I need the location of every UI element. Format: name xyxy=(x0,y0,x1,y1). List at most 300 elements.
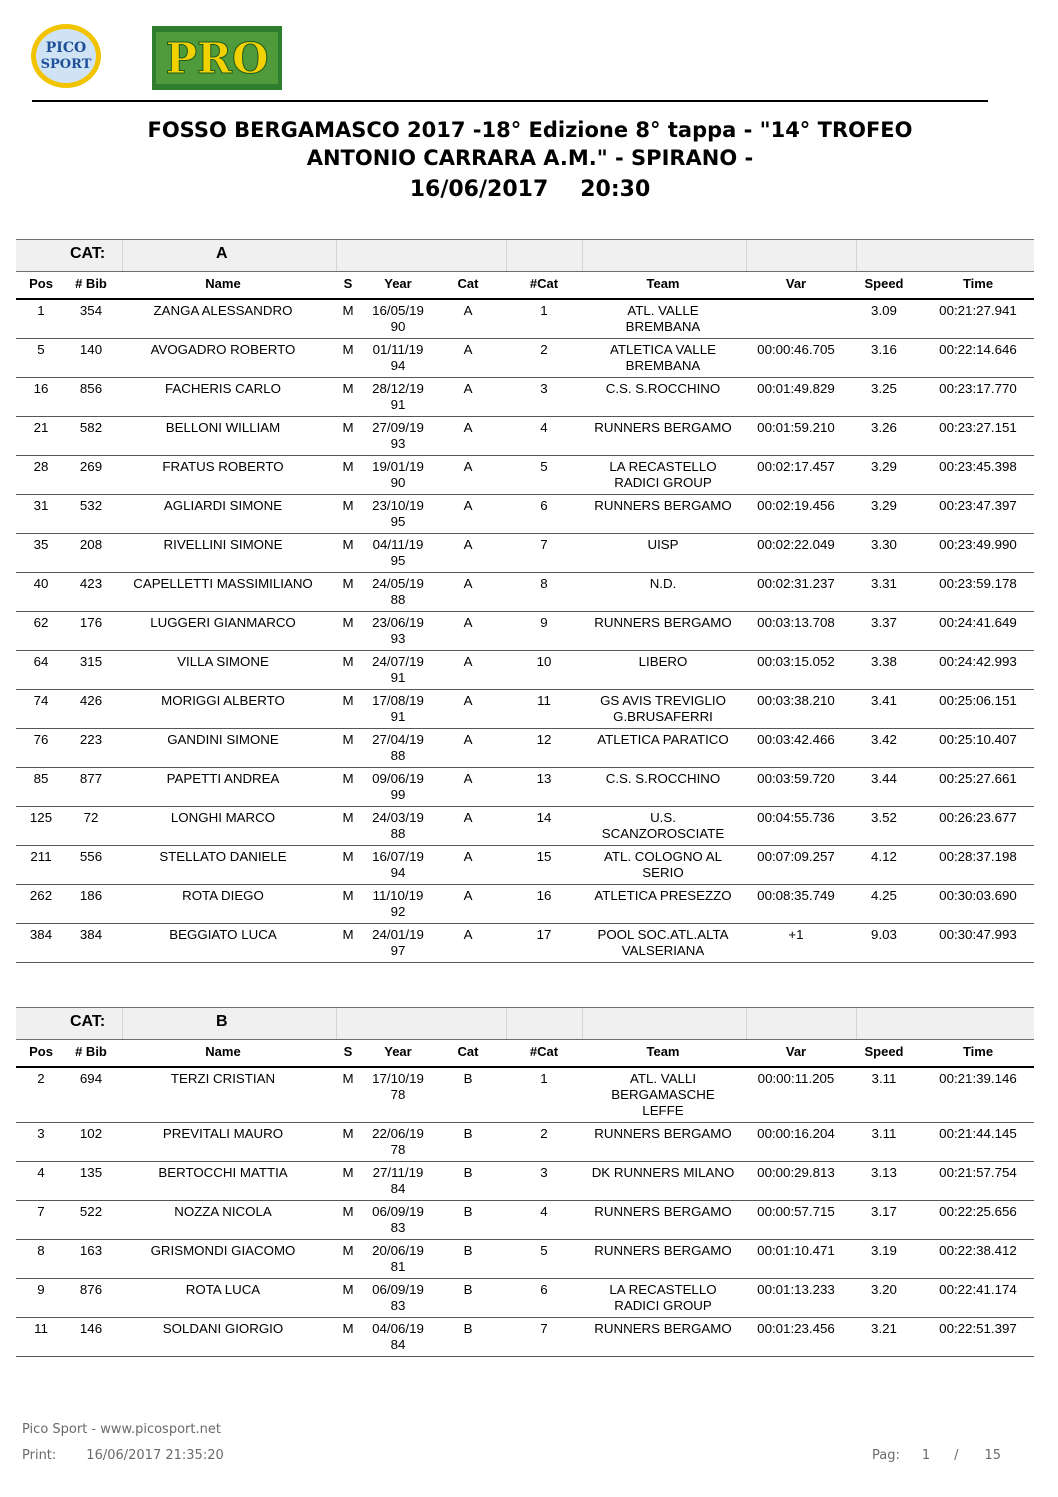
title-line-1: FOSSO BERGAMASCO 2017 -18° Edizione 8° tappa - "14° TROFEO xyxy=(147,118,913,142)
table-row xyxy=(16,612,1034,651)
cell-s: M xyxy=(342,576,354,591)
cell-cat: A xyxy=(463,927,473,942)
cell-team-line: RUNNERS BERGAMO xyxy=(594,615,732,630)
cell-cat: A xyxy=(463,576,473,591)
cell-year xyxy=(368,615,428,647)
cell-year-line: 91 xyxy=(390,670,406,685)
cell-year-line: 23/10/19 xyxy=(372,498,424,513)
svg-text:PICO: PICO xyxy=(45,40,87,56)
cell-team-line: LIBERO xyxy=(638,654,688,669)
cell-pos: 31 xyxy=(33,498,49,513)
footer-print xyxy=(22,1448,224,1463)
cell-team xyxy=(582,1071,744,1119)
cell-speed: 3.20 xyxy=(871,1282,897,1297)
cell-cat: B xyxy=(463,1204,473,1219)
cell-year-line: 20/06/19 xyxy=(372,1243,424,1258)
cell-year-line: 09/06/19 xyxy=(372,771,424,786)
cell-bib: 269 xyxy=(79,459,103,474)
print-label: Print: xyxy=(22,1448,57,1463)
cell-cat: A xyxy=(463,693,473,708)
cell-ncat: 15 xyxy=(536,849,552,864)
cell-team-line: BREMBANA xyxy=(625,358,701,373)
column-header-speed: Speed xyxy=(864,1044,904,1059)
event-date: 16/06/2017 xyxy=(409,177,549,202)
category-header xyxy=(16,239,1034,272)
cell-var: 00:00:46.705 xyxy=(757,342,835,357)
cell-ncat: 6 xyxy=(540,1282,548,1297)
cell-ncat: 7 xyxy=(540,1321,548,1336)
page-indicator xyxy=(872,1448,1001,1463)
cell-bib: 223 xyxy=(79,732,103,747)
category-header-divider xyxy=(746,240,747,271)
column-header-var: Var xyxy=(785,1044,807,1059)
cell-speed: 3.31 xyxy=(871,576,897,591)
cell-var: 00:00:57.715 xyxy=(757,1204,835,1219)
cell-cat: A xyxy=(463,771,473,786)
cell-ncat: 6 xyxy=(540,498,548,513)
cell-s: M xyxy=(342,615,354,630)
cell-team xyxy=(582,303,744,335)
cell-team-line: C.S. S.ROCCHINO xyxy=(605,381,721,396)
column-header-pos: Pos xyxy=(29,276,53,291)
table-row xyxy=(16,1123,1034,1162)
cell-pos: 76 xyxy=(33,732,49,747)
cell-team-line: GS AVIS TREVIGLIO xyxy=(600,693,726,708)
cell-bib: 556 xyxy=(79,849,103,864)
cell-team-line: RUNNERS BERGAMO xyxy=(594,1204,732,1219)
cell-name: PREVITALI MAURO xyxy=(162,1126,284,1141)
cell-team-line: U.S. xyxy=(650,810,676,825)
cell-pos: 3 xyxy=(37,1126,45,1141)
cell-speed: 3.17 xyxy=(871,1204,897,1219)
cell-time: 00:30:03.690 xyxy=(939,888,1017,903)
cell-s: M xyxy=(342,498,354,513)
cell-s: M xyxy=(342,849,354,864)
cell-s: M xyxy=(342,381,354,396)
cell-pos: 74 xyxy=(33,693,49,708)
cell-year-line: 95 xyxy=(390,514,406,529)
cell-team-line: LEFFE xyxy=(642,1103,684,1118)
cell-ncat: 14 xyxy=(536,810,552,825)
cell-year xyxy=(368,1321,428,1353)
table-row xyxy=(16,534,1034,573)
cell-year-line: 90 xyxy=(390,475,406,490)
cell-ncat: 1 xyxy=(540,303,548,318)
footer-site: Pico Sport - www.picosport.net xyxy=(22,1422,221,1437)
cell-speed: 3.16 xyxy=(871,342,897,357)
cell-ncat: 10 xyxy=(536,654,552,669)
cell-s: M xyxy=(342,1126,354,1141)
cell-pos: 384 xyxy=(29,927,53,942)
cell-team-line: LA RECASTELLO xyxy=(609,459,717,474)
cell-team xyxy=(582,654,744,670)
column-header-pos: Pos xyxy=(29,1044,53,1059)
title-line-2: ANTONIO CARRARA A.M." - SPIRANO - xyxy=(306,146,754,170)
cell-year xyxy=(368,849,428,881)
cell-var: 00:07:09.257 xyxy=(757,849,835,864)
cell-team xyxy=(582,1204,744,1220)
cell-year-line: 88 xyxy=(390,748,406,763)
cell-year xyxy=(368,576,428,608)
cell-name: CAPELLETTI MASSIMILIANO xyxy=(133,576,313,591)
column-header-team: Team xyxy=(646,1044,680,1059)
cell-year-line: 11/10/19 xyxy=(372,888,424,903)
column-header-speed: Speed xyxy=(864,276,904,291)
column-header-bib: # Bib xyxy=(75,1044,107,1059)
cell-cat: A xyxy=(463,537,473,552)
cell-team-line: RUNNERS BERGAMO xyxy=(594,498,732,513)
cell-year xyxy=(368,1165,428,1197)
cell-s: M xyxy=(342,810,354,825)
cell-team-line: C.S. S.ROCCHINO xyxy=(605,771,721,786)
cell-year-line: 88 xyxy=(390,592,406,607)
table-row xyxy=(16,768,1034,807)
cell-year xyxy=(368,888,428,920)
column-header-ncat: #Cat xyxy=(529,276,559,291)
cell-team xyxy=(582,459,744,491)
cell-cat: A xyxy=(463,732,473,747)
cell-bib: 146 xyxy=(79,1321,103,1336)
cell-name: BERTOCCHI MATTIA xyxy=(158,1165,288,1180)
table-row xyxy=(16,1162,1034,1201)
cell-pos: 262 xyxy=(29,888,53,903)
cell-year-line: 24/03/19 xyxy=(372,810,424,825)
table-header xyxy=(16,1040,1034,1068)
cell-ncat: 9 xyxy=(540,615,548,630)
table-row xyxy=(16,729,1034,768)
cell-year-line: 04/06/19 xyxy=(372,1321,424,1336)
cell-s: M xyxy=(342,420,354,435)
cell-pos: 28 xyxy=(33,459,49,474)
table-row xyxy=(16,1068,1034,1123)
cell-bib: 135 xyxy=(79,1165,103,1180)
column-header-name: Name xyxy=(205,276,241,291)
cell-ncat: 4 xyxy=(540,420,548,435)
cell-year xyxy=(368,927,428,959)
cell-cat: B xyxy=(463,1071,473,1086)
cell-time: 00:22:25.656 xyxy=(939,1204,1017,1219)
cell-team xyxy=(582,1243,744,1259)
cell-year xyxy=(368,537,428,569)
cell-bib: 582 xyxy=(79,420,103,435)
cell-s: M xyxy=(342,654,354,669)
cell-name: FACHERIS CARLO xyxy=(164,381,281,396)
cell-year-line: 24/05/19 xyxy=(372,576,424,591)
category-value: A xyxy=(216,245,228,262)
table-row xyxy=(16,417,1034,456)
header-divider xyxy=(32,100,988,102)
cell-year-line: 19/01/19 xyxy=(372,459,424,474)
cell-s: M xyxy=(342,1282,354,1297)
cell-bib: 208 xyxy=(79,537,103,552)
cell-pos: 85 xyxy=(33,771,49,786)
table-row xyxy=(16,924,1034,963)
cell-ncat: 3 xyxy=(540,1165,548,1180)
cell-team xyxy=(582,927,744,959)
category-header-divider xyxy=(856,240,857,271)
category-header-divider xyxy=(582,240,583,271)
column-header-ncat: #Cat xyxy=(529,1044,559,1059)
column-header-s: S xyxy=(343,1044,353,1059)
cell-var: 00:03:38.210 xyxy=(757,693,835,708)
cell-year-line: 22/06/19 xyxy=(372,1126,424,1141)
cell-speed: 3.44 xyxy=(871,771,897,786)
cell-cat: A xyxy=(463,381,473,396)
cell-time: 00:21:57.754 xyxy=(939,1165,1017,1180)
cell-year-line: 83 xyxy=(390,1220,406,1235)
cell-year-line: 78 xyxy=(390,1142,406,1157)
table-row xyxy=(16,1240,1034,1279)
cell-pos: 2 xyxy=(37,1071,45,1086)
cell-year-line: 16/07/19 xyxy=(372,849,424,864)
cell-var: 00:01:59.210 xyxy=(757,420,835,435)
category-header-divider xyxy=(506,1008,507,1039)
cell-year-line: 27/04/19 xyxy=(372,732,424,747)
cell-speed: 3.21 xyxy=(871,1321,897,1336)
cell-speed: 3.37 xyxy=(871,615,897,630)
cell-time: 00:21:44.145 xyxy=(939,1126,1017,1141)
cell-pos: 211 xyxy=(30,849,52,864)
cell-team xyxy=(582,1126,744,1142)
cell-year-line: 17/08/19 xyxy=(372,693,424,708)
category-table xyxy=(16,1007,1034,1357)
cell-bib: 102 xyxy=(79,1126,103,1141)
cell-year-line: 24/07/19 xyxy=(372,654,424,669)
cell-cat: A xyxy=(463,888,473,903)
cell-team-line: ATLETICA PARATICO xyxy=(597,732,729,747)
cell-bib: 186 xyxy=(79,888,103,903)
cell-time: 00:21:39.146 xyxy=(939,1071,1017,1086)
cell-cat: A xyxy=(463,498,473,513)
table-row xyxy=(16,807,1034,846)
cell-time: 00:23:47.397 xyxy=(939,498,1017,513)
column-header-cat: Cat xyxy=(457,1044,479,1059)
cell-name: ROTA DIEGO xyxy=(182,888,264,903)
cell-team-line: RUNNERS BERGAMO xyxy=(594,420,732,435)
cell-var: 00:02:22.049 xyxy=(757,537,835,552)
cell-bib: 140 xyxy=(79,342,103,357)
cell-cat: A xyxy=(463,342,473,357)
cell-speed: 3.13 xyxy=(871,1165,897,1180)
category-value: B xyxy=(216,1013,228,1030)
cell-var: 00:00:16.204 xyxy=(757,1126,835,1141)
column-header-team: Team xyxy=(646,276,680,291)
cell-pos: 40 xyxy=(33,576,49,591)
cell-team-line: ATL. VALLE xyxy=(627,303,699,318)
cell-var: 00:04:55.736 xyxy=(757,810,835,825)
cell-pos: 9 xyxy=(37,1282,45,1297)
cell-time: 00:22:14.646 xyxy=(939,342,1017,357)
cell-s: M xyxy=(342,1321,354,1336)
cell-year xyxy=(368,459,428,491)
cell-team-line: BERGAMASCHE xyxy=(611,1087,715,1102)
cell-team xyxy=(582,732,744,748)
cell-speed: 3.41 xyxy=(871,693,897,708)
cell-name: ZANGA ALESSANDRO xyxy=(153,303,293,318)
cell-year-line: 16/05/19 xyxy=(372,303,424,318)
column-header-bib: # Bib xyxy=(75,276,107,291)
cell-pos: 62 xyxy=(33,615,49,630)
cell-year xyxy=(368,654,428,686)
cell-speed: 3.30 xyxy=(871,537,897,552)
cell-team xyxy=(582,888,744,904)
cell-pos: 4 xyxy=(37,1165,45,1180)
cell-name: STELLATO DANIELE xyxy=(159,849,287,864)
cell-year-line: 27/11/19 xyxy=(372,1165,424,1180)
cell-ncat: 2 xyxy=(540,1126,548,1141)
cell-time: 00:22:41.174 xyxy=(939,1282,1017,1297)
cell-team xyxy=(582,342,744,374)
cell-year-line: 99 xyxy=(390,787,406,802)
cell-year xyxy=(368,1243,428,1275)
cell-bib: 384 xyxy=(79,927,103,942)
category-header xyxy=(16,1007,1034,1040)
category-header-divider xyxy=(582,1008,583,1039)
cell-ncat: 12 xyxy=(536,732,552,747)
cell-pos: 125 xyxy=(29,810,53,825)
table-row xyxy=(16,651,1034,690)
cell-name: PAPETTI ANDREA xyxy=(166,771,280,786)
cell-year-line: 97 xyxy=(390,943,406,958)
cell-ncat: 17 xyxy=(536,927,552,942)
cell-var: 00:03:59.720 xyxy=(757,771,835,786)
cell-year-line: 90 xyxy=(390,319,406,334)
cell-team-line: ATL. VALLI xyxy=(629,1071,697,1086)
cell-cat: A xyxy=(463,303,473,318)
cell-year-line: 04/11/19 xyxy=(372,537,424,552)
cell-team xyxy=(582,381,744,397)
cell-var: 00:00:11.205 xyxy=(757,1071,835,1086)
cell-year xyxy=(368,342,428,374)
cell-year-line: 24/01/19 xyxy=(372,927,424,942)
cell-name: LUGGERI GIANMARCO xyxy=(150,615,296,630)
cell-year-line: 92 xyxy=(390,904,406,919)
cell-team-line: RADICI GROUP xyxy=(614,475,712,490)
category-header-divider xyxy=(856,1008,857,1039)
cell-bib: 176 xyxy=(79,615,103,630)
column-header-cat: Cat xyxy=(457,276,479,291)
cell-name: BELLONI WILLIAM xyxy=(165,420,281,435)
cell-speed: 3.09 xyxy=(871,303,897,318)
event-time: 20:30 xyxy=(580,177,651,202)
cell-year-line: 91 xyxy=(390,709,406,724)
pro-logo xyxy=(152,26,282,90)
cell-year-line: 28/12/19 xyxy=(372,381,424,396)
cell-year-line: 83 xyxy=(390,1298,406,1313)
svg-text:SPORT: SPORT xyxy=(40,57,92,72)
cell-pos: 35 xyxy=(33,537,49,552)
cell-name: AVOGADRO ROBERTO xyxy=(150,342,296,357)
cell-name: ROTA LUCA xyxy=(185,1282,261,1297)
cell-team-line: RADICI GROUP xyxy=(614,1298,712,1313)
cell-var: 00:02:31.237 xyxy=(757,576,835,591)
cell-s: M xyxy=(342,1204,354,1219)
cell-year xyxy=(368,381,428,413)
cell-s: M xyxy=(342,927,354,942)
cell-team-line: G.BRUSAFERRI xyxy=(613,709,713,724)
cell-team-line: N.D. xyxy=(649,576,677,591)
cell-team xyxy=(582,849,744,881)
event-datetime xyxy=(60,176,1000,204)
cell-name: SOLDANI GIORGIO xyxy=(162,1321,284,1336)
cell-year-line: 91 xyxy=(390,397,406,412)
cell-bib: 694 xyxy=(79,1071,103,1086)
cell-bib: 877 xyxy=(79,771,103,786)
cell-speed: 3.11 xyxy=(871,1071,897,1086)
cell-year-line: 84 xyxy=(390,1181,406,1196)
cell-bib: 522 xyxy=(79,1204,103,1219)
cell-speed: 9.03 xyxy=(871,927,897,942)
table-row xyxy=(16,690,1034,729)
print-time: 16/06/2017 21:35:20 xyxy=(86,1448,224,1463)
cell-bib: 72 xyxy=(83,810,99,825)
page-title xyxy=(60,116,1000,204)
cell-var: 00:08:35.749 xyxy=(757,888,835,903)
cell-time: 00:30:47.993 xyxy=(939,927,1017,942)
cell-team-line: RUNNERS BERGAMO xyxy=(594,1126,732,1141)
category-header-divider xyxy=(122,240,123,271)
category-label: CAT: xyxy=(70,1013,106,1030)
cell-cat: B xyxy=(463,1165,473,1180)
cell-team-line: UISP xyxy=(647,537,679,552)
cell-name: GANDINI SIMONE xyxy=(167,732,279,747)
cell-time: 00:23:49.990 xyxy=(939,537,1017,552)
cell-s: M xyxy=(342,888,354,903)
cell-speed: 4.12 xyxy=(871,849,897,864)
cell-cat: B xyxy=(463,1126,473,1141)
column-header-name: Name xyxy=(205,1044,241,1059)
cell-year-line: 93 xyxy=(390,436,406,451)
cell-team xyxy=(582,615,744,631)
cell-year-line: 93 xyxy=(390,631,406,646)
cell-pos: 8 xyxy=(37,1243,45,1258)
cell-name: MORIGGI ALBERTO xyxy=(161,693,285,708)
page-current: 1 xyxy=(921,1448,931,1463)
cell-cat: B xyxy=(463,1243,473,1258)
cell-team-line: SCANZOROSCIATE xyxy=(601,826,725,841)
cell-team-line: SERIO xyxy=(642,865,684,880)
column-header-year: Year xyxy=(384,276,412,291)
cell-speed: 3.29 xyxy=(871,498,897,513)
cell-speed: 4.25 xyxy=(871,888,897,903)
cell-year-line: 94 xyxy=(390,865,406,880)
cell-time: 00:21:27.941 xyxy=(939,303,1017,318)
table-row xyxy=(16,885,1034,924)
cell-pos: 7 xyxy=(37,1204,45,1219)
cell-team-line: ATL. COLOGNO AL xyxy=(604,849,722,864)
column-header-var: Var xyxy=(785,276,807,291)
cell-var: 00:02:19.456 xyxy=(757,498,835,513)
cell-s: M xyxy=(342,303,354,318)
cell-year xyxy=(368,1204,428,1236)
cell-bib: 163 xyxy=(79,1243,103,1258)
cell-team xyxy=(582,1282,744,1314)
cell-cat: A xyxy=(463,849,473,864)
cell-ncat: 8 xyxy=(540,576,548,591)
cell-var: +1 xyxy=(788,927,804,942)
cell-time: 00:23:17.770 xyxy=(939,381,1017,396)
table-row xyxy=(16,1201,1034,1240)
cell-name: TERZI CRISTIAN xyxy=(170,1071,276,1086)
cell-name: FRATUS ROBERTO xyxy=(162,459,284,474)
category-table xyxy=(16,239,1034,963)
cell-team xyxy=(582,420,744,436)
cell-year-line: 17/10/19 xyxy=(372,1071,424,1086)
cell-team xyxy=(582,693,744,725)
cell-year-line: 88 xyxy=(390,826,406,841)
cell-s: M xyxy=(342,342,354,357)
cell-ncat: 4 xyxy=(540,1204,548,1219)
